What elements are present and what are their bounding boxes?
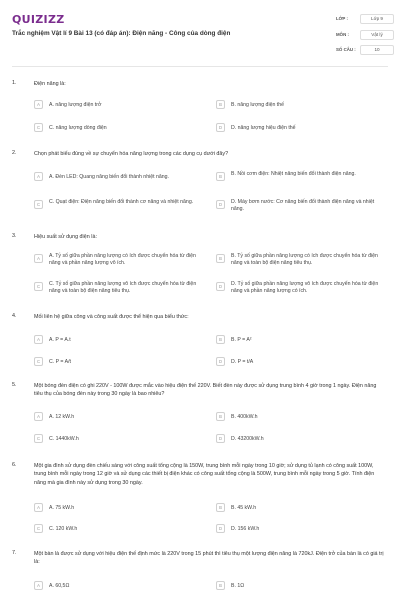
meta-subject-value: Vật lý <box>360 30 394 40</box>
option-letter: B <box>216 335 225 344</box>
meta-subject-label: MÔN : <box>336 32 349 37</box>
option-letter: B <box>216 503 225 512</box>
option-text: C. 1440kW.h <box>49 435 79 442</box>
option-text: B. 400kW.h <box>231 413 258 420</box>
meta-count-label: SỐ CÂU : <box>336 47 356 52</box>
question-text: Điện năng là: <box>34 81 66 87</box>
option-text: B. năng lượng điện thế <box>231 101 285 108</box>
question-text: Chọn phát biểu đúng về sự chuyển hóa năng lượng trong các dụng cụ dưới đây? <box>34 151 229 157</box>
option-b[interactable] <box>216 500 386 516</box>
option-text: A. 60,5Ω <box>49 582 70 589</box>
option-b[interactable] <box>216 409 386 425</box>
header-divider <box>12 66 388 67</box>
option-text: B. 45 kW.h <box>231 504 257 511</box>
option-letter: C <box>34 434 43 443</box>
question-1 <box>12 80 388 140</box>
option-d[interactable] <box>216 521 386 537</box>
meta-count-value: 10 <box>360 45 394 55</box>
question-text: Mối liên hệ giữa công và công suất được thể hiện qua biểu thức: <box>34 314 189 320</box>
option-a[interactable] <box>34 409 204 425</box>
option-letter: B <box>216 100 225 109</box>
option-text: A. 12 kW.h <box>49 413 75 420</box>
option-c[interactable] <box>34 521 204 537</box>
option-letter: D <box>216 524 225 533</box>
meta-class-label: LỚP : <box>336 16 348 21</box>
option-b[interactable] <box>216 251 386 267</box>
option-letter: A <box>34 254 43 263</box>
option-letter: C <box>34 357 43 366</box>
question-number: 3. <box>12 233 17 239</box>
option-b[interactable] <box>216 97 386 113</box>
option-text: C. 120 kW.h <box>49 525 78 532</box>
question-text: Một bàn là được sử dụng với hiệu điện thế định mức là 220V trong 15 phút thì tiêu thụ một lượng điện năng là 720kJ. Điện trở của bàn là có giá trị là: <box>34 551 384 566</box>
option-letter: D <box>216 357 225 366</box>
header <box>0 0 400 70</box>
option-b[interactable] <box>216 332 386 348</box>
option-b[interactable] <box>216 169 386 185</box>
option-c[interactable] <box>34 279 204 295</box>
option-text: C. Tỷ số giữa phần năng lượng vô ích được chuyển hóa từ điện năng và toàn bộ điện năng tiêu thụ. <box>49 281 197 294</box>
option-text: A. Tỷ số giữa phần năng lượng có ích được chuyển hóa từ điện năng và phần năng lượng vô ích. <box>49 253 196 266</box>
option-letter: C <box>34 123 43 132</box>
question-number: 2. <box>12 150 17 156</box>
option-a[interactable] <box>34 97 204 113</box>
option-text: B. 1Ω <box>231 582 245 589</box>
option-c[interactable] <box>34 197 204 213</box>
option-letter: C <box>34 200 43 209</box>
option-text: B. P = A² <box>231 336 252 343</box>
meta-class <box>336 14 394 25</box>
page-title: Trắc nghiệm Vật lí 9 Bài 13 (có đáp án): Điện năng - Công của dòng điện <box>12 30 231 37</box>
option-a[interactable] <box>34 578 204 594</box>
option-letter: D <box>216 282 225 291</box>
question-4 <box>12 313 388 373</box>
option-letter: B <box>216 412 225 421</box>
option-letter: A <box>34 581 43 590</box>
question-number: 6. <box>12 462 17 468</box>
question-text: Một bóng đèn điện có ghi 220V - 100W được mắc vào hiệu điện thế 220V. Biết đèn này được sử dụng trung bình 4 giờ trong 1 ngày. Điện năng tiêu thụ của bóng đèn này trong 30 ngày là bao nhiêu? <box>34 383 377 398</box>
option-letter: D <box>216 123 225 132</box>
question-5 <box>12 382 388 447</box>
option-letter: B <box>216 581 225 590</box>
option-text: B. Tỷ số giữa phần năng lượng có ích được chuyển hóa từ điện năng và toàn bộ điện năng tiêu thụ. <box>231 253 378 266</box>
question-7 <box>12 550 388 598</box>
option-text: D. 43200kW.h <box>231 435 264 442</box>
option-c[interactable] <box>34 354 204 370</box>
option-text: B. Nồi cơm điện: Nhiệt năng biến đổi thành điện năng. <box>231 171 356 177</box>
option-letter: B <box>216 172 225 181</box>
option-a[interactable] <box>34 169 204 185</box>
option-a[interactable] <box>34 251 204 267</box>
option-letter: C <box>34 524 43 533</box>
option-letter: D <box>216 434 225 443</box>
option-text: A. P = A.t <box>49 336 71 343</box>
question-text: Một gia đình sử dụng đèn chiếu sáng với công suất tổng cộng là 150W, trung bình mỗi ngày trong 10 giờ; sử dụng tủ lạnh có công suất 100W, trung bình mỗi ngày trong 12 giờ và sử dụng các thiết bị điện khác có công suất tổng cộng là 500W, trung bình mỗi ngày trong 5 giờ. Tính điện năng mà gia đình này sử dụng trong 30 ngày. <box>34 463 375 486</box>
option-text: A. 75 kW.h <box>49 504 75 511</box>
option-text: C. P = A/t <box>49 358 71 365</box>
question-2 <box>12 150 388 220</box>
option-text: D. Tỷ số giữa phần năng lượng vô ích được chuyển hóa từ điện năng và phần năng lượng có ích. <box>231 281 379 294</box>
question-number: 1. <box>12 80 17 86</box>
option-letter: A <box>34 172 43 181</box>
meta-subject <box>336 30 394 41</box>
question-3 <box>12 233 388 303</box>
option-text: A. Đèn LED: Quang năng biến đổi thành nhiệt năng. <box>49 173 169 180</box>
option-letter: A <box>34 412 43 421</box>
option-a[interactable] <box>34 500 204 516</box>
option-text: D. năng lượng hiệu điện thế <box>231 124 296 131</box>
option-letter: A <box>34 100 43 109</box>
option-a[interactable] <box>34 332 204 348</box>
option-letter: B <box>216 254 225 263</box>
option-letter: C <box>34 282 43 291</box>
quizizz-logo: QUIZIZZ <box>12 13 65 26</box>
meta-class-value: Lớp 9 <box>360 14 394 24</box>
option-letter: D <box>216 200 225 209</box>
question-number: 7. <box>12 550 17 556</box>
option-c[interactable] <box>34 120 204 136</box>
question-number: 5. <box>12 382 17 388</box>
option-letter: A <box>34 503 43 512</box>
option-text: A. năng lượng điện trở <box>49 101 102 108</box>
option-text: D. Máy bơm nước: Cơ năng biến đổi thành điện năng và nhiệt năng. <box>231 199 375 212</box>
option-d[interactable] <box>216 120 386 136</box>
question-number: 4. <box>12 313 17 319</box>
option-letter: A <box>34 335 43 344</box>
question-text: Hiệu suất sử dụng điện là: <box>34 234 97 240</box>
question-6 <box>12 462 388 542</box>
option-d[interactable] <box>216 431 386 447</box>
option-c[interactable] <box>34 431 204 447</box>
option-text: C. năng lượng dòng điện <box>49 124 107 131</box>
option-b[interactable] <box>216 578 386 594</box>
meta-count <box>336 45 394 56</box>
option-d[interactable] <box>216 354 386 370</box>
option-text: C. Quạt điện: Điện năng biến đổi thành cơ năng và nhiệt năng. <box>49 199 194 205</box>
option-d[interactable] <box>216 197 386 213</box>
option-text: D. 156 kW.h <box>231 525 260 532</box>
option-d[interactable] <box>216 279 386 295</box>
option-text: D. P = t/A <box>231 358 254 365</box>
